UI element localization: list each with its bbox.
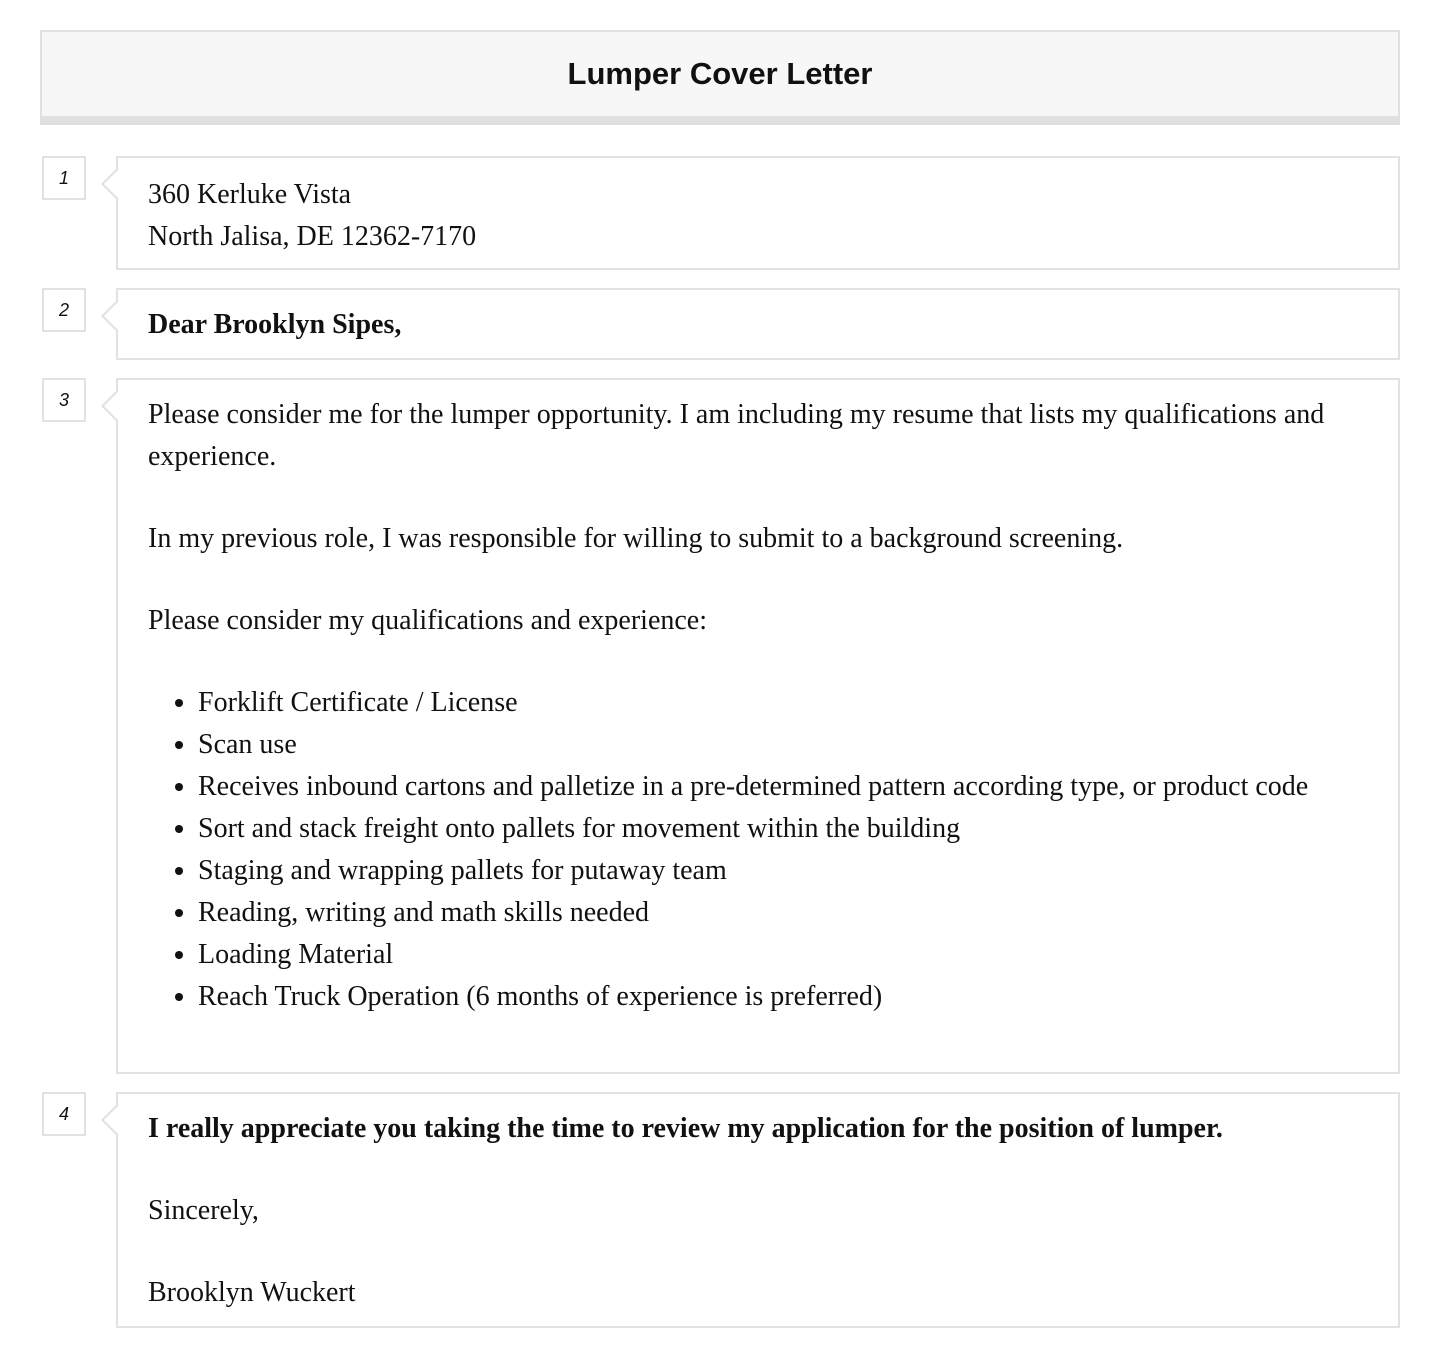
page-title: Lumper Cover Letter (567, 56, 873, 91)
section-number: 1 (42, 156, 86, 200)
qualifications-list (148, 682, 1368, 1018)
signature-name: Brooklyn Wuckert (148, 1277, 356, 1308)
closing-statement: I really appreciate you taking the time to review my application for the position of lumper. (148, 1113, 1223, 1144)
section-number: 3 (42, 378, 86, 422)
section-number: 2 (42, 288, 86, 332)
salutation-card (116, 288, 1400, 360)
list-item: • Scan use (198, 724, 1368, 766)
section-number: 4 (42, 1092, 86, 1136)
signoff: Sincerely, (148, 1195, 259, 1226)
list-item: • Reading, writing and math skills needed (198, 892, 1368, 934)
list-item: • Loading Material (198, 934, 1368, 976)
body-card (116, 378, 1400, 1074)
previous-role-paragraph: In my previous role, I was responsible for willing to submit to a background screening. (148, 523, 1124, 554)
list-item: • Staging and wrapping pallets for putaway team (198, 850, 1368, 892)
intro-paragraph: Please consider me for the lumper opportunity. I am including my resume that lists my qualifications and experience. (148, 399, 1325, 472)
address-line-2: North Jalisa, DE 12362-7170 (148, 221, 477, 252)
list-item: • Forklift Certificate / License (198, 682, 1368, 724)
closing-card (116, 1092, 1400, 1328)
list-item: • Sort and stack freight onto pallets for movement within the building (198, 808, 1368, 850)
address-line-1: 360 Kerluke Vista (148, 179, 352, 210)
list-item: • Receives inbound cartons and palletize in a pre-determined pattern according type, or product code (198, 766, 1368, 808)
salutation: Dear Brooklyn Sipes, (148, 309, 402, 340)
title-bar (40, 30, 1400, 125)
qualifications-heading: Please consider my qualifications and experience: (148, 605, 708, 636)
address-card (116, 156, 1400, 270)
list-item: • Reach Truck Operation (6 months of experience is preferred) (198, 976, 1368, 1018)
